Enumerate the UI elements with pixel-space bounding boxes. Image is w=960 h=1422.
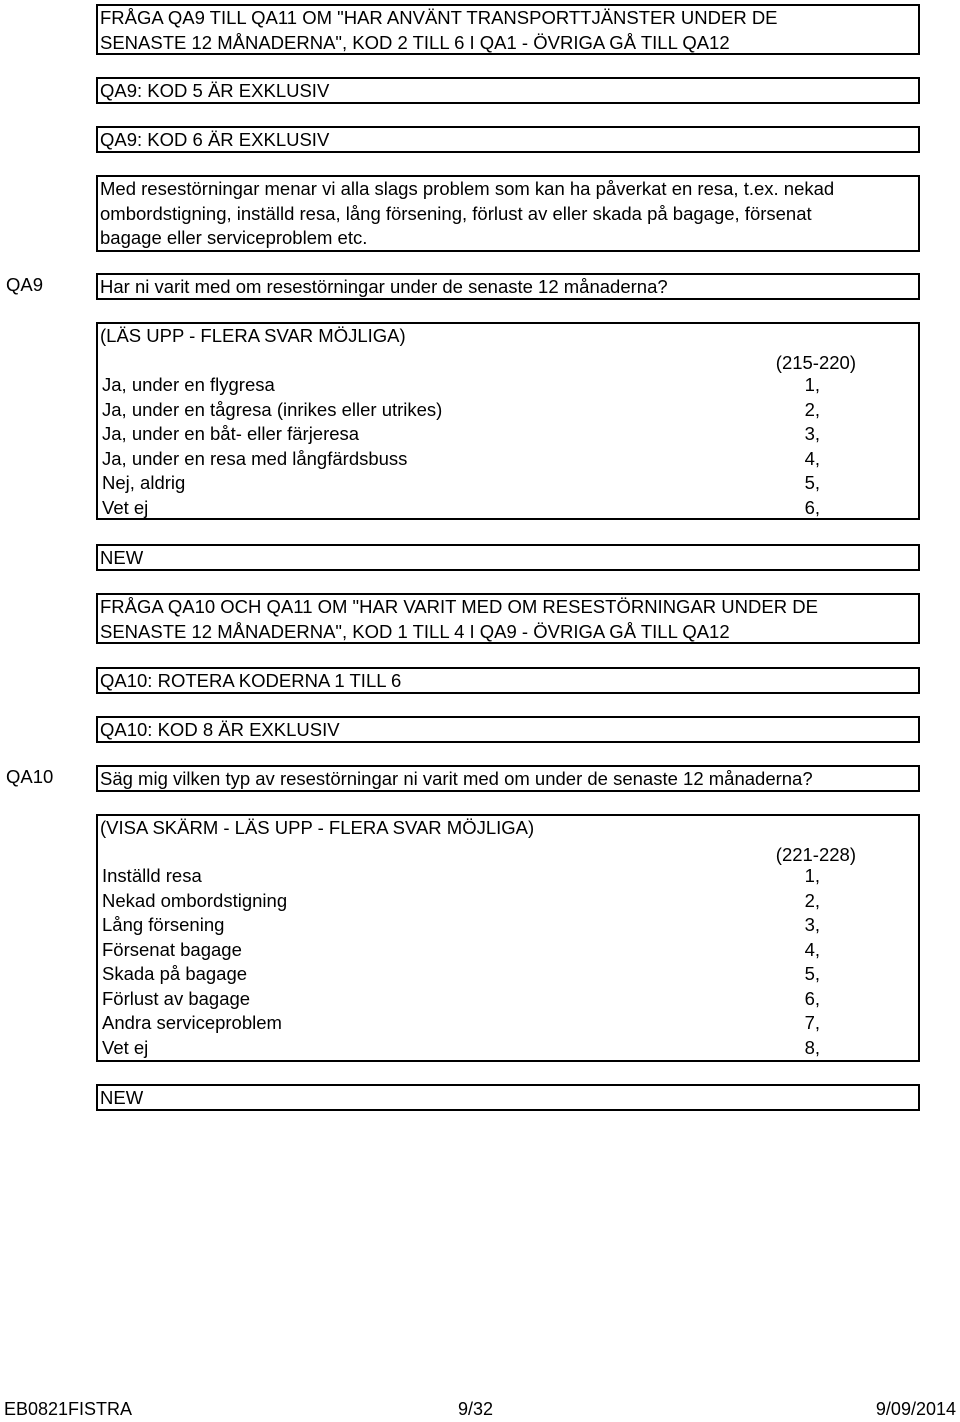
answer-code: 2,	[804, 398, 820, 420]
answer-text: Nej, aldrig	[102, 472, 186, 493]
answer-code: 6,	[804, 496, 820, 518]
answer-option	[102, 398, 820, 423]
answer-code: 5,	[804, 472, 820, 493]
answer-text: Nekad ombordstigning	[102, 889, 288, 911]
definition-box	[96, 175, 920, 252]
answer-option	[102, 889, 820, 914]
exclusive-note-code8	[96, 716, 920, 743]
answer-option	[102, 447, 820, 472]
answer-code: 3,	[804, 423, 820, 444]
answer-code: 7,	[804, 1012, 820, 1033]
answer-option	[102, 496, 820, 521]
column-range-qa9: (215-220)	[775, 352, 856, 373]
answer-option	[102, 1011, 820, 1036]
answer-code: 6,	[804, 987, 820, 1009]
answer-code: 1,	[804, 374, 820, 395]
answer-code: 8,	[804, 1036, 820, 1058]
answer-option	[102, 864, 820, 889]
answer-option	[102, 962, 820, 987]
answer-text: Försenat bagage	[102, 938, 242, 960]
routing-line: FRÅGA QA9 TILL QA11 OM "HAR ANVÄNT TRANSPORTTJÄNSTER UNDER DE	[100, 7, 778, 28]
answer-option	[102, 373, 820, 398]
new-marker-qa9	[96, 544, 920, 571]
answer-code: 5,	[804, 963, 820, 984]
note-text: QA9: KOD 6 ÄR EXKLUSIV	[100, 129, 330, 150]
answer-code: 2,	[804, 889, 820, 911]
document-id: EB0821FISTRA	[4, 1399, 133, 1419]
new-marker-qa10	[96, 1084, 920, 1111]
answer-text: Lång försening	[102, 914, 225, 935]
question-text-qa9	[96, 273, 920, 300]
exclusive-note-code6	[96, 126, 920, 153]
note-text: QA9: KOD 5 ÄR EXKLUSIV	[100, 80, 330, 101]
definition-line: ombordstigning, inställd resa, lång försening, förlust av eller skada på bagage, försenat	[100, 202, 812, 224]
answer-code: 1,	[804, 865, 820, 886]
question-text: Har ni varit med om resestörningar under de senaste 12 månaderna?	[100, 276, 668, 297]
instruction-qa10: (VISA SKÄRM - LÄS UPP - FLERA SVAR MÖJLIGA)	[100, 817, 535, 838]
new-label: NEW	[100, 547, 144, 568]
definition-line: bagage eller serviceproblem etc.	[100, 227, 368, 248]
answer-code: 4,	[804, 447, 820, 469]
answer-list-qa10	[102, 864, 820, 1060]
answer-text: Ja, under en resa med långfärdsbuss	[102, 447, 408, 469]
answer-code: 4,	[804, 938, 820, 960]
answer-text: Andra serviceproblem	[102, 1012, 282, 1033]
document-date: 9/09/2014	[875, 1399, 956, 1419]
note-text: QA10: ROTERA KODERNA 1 TILL 6	[100, 670, 402, 691]
answer-code: 3,	[804, 914, 820, 935]
routing-line: FRÅGA QA10 OCH QA11 OM "HAR VARIT MED OM RESESTÖRNINGAR UNDER DE	[100, 596, 818, 617]
answer-option	[102, 938, 820, 963]
routing-instruction-qa9	[96, 4, 920, 55]
routing-instruction-qa10	[96, 593, 920, 644]
question-text-qa10	[96, 765, 920, 792]
question-text: Säg mig vilken typ av resestörningar ni varit med om under de senaste 12 månaderna?	[100, 768, 813, 789]
routing-line: SENASTE 12 MÅNADERNA", KOD 1 TILL 4 I QA9 - ÖVRIGA GÅ TILL QA12	[100, 620, 730, 642]
question-label-qa10: QA10	[6, 766, 54, 787]
answer-text: Ja, under en båt- eller färjeresa	[102, 423, 360, 444]
exclusive-note-code5	[96, 77, 920, 104]
answer-text: Ja, under en tågresa (inrikes eller utrikes)	[102, 398, 443, 420]
column-range-qa10: (221-228)	[775, 844, 856, 865]
answer-text: Skada på bagage	[102, 963, 248, 984]
question-label-qa9: QA9	[6, 274, 44, 295]
answer-option	[102, 471, 820, 496]
note-text: QA10: KOD 8 ÄR EXKLUSIV	[100, 719, 340, 740]
answer-text: Vet ej	[102, 1036, 149, 1058]
routing-line: SENASTE 12 MÅNADERNA", KOD 2 TILL 6 I QA1 - ÖVRIGA GÅ TILL QA12	[100, 31, 730, 53]
answer-option	[102, 987, 820, 1012]
answer-option	[102, 422, 820, 447]
new-label: NEW	[100, 1087, 144, 1108]
answer-text: Inställd resa	[102, 865, 202, 886]
answer-option	[102, 913, 820, 938]
answer-text: Ja, under en flygresa	[102, 374, 275, 395]
instruction-qa9: (LÄS UPP - FLERA SVAR MÖJLIGA)	[100, 325, 406, 346]
page-number: 9/32	[458, 1399, 494, 1419]
rotate-note-qa10	[96, 667, 920, 694]
answer-option	[102, 1036, 820, 1061]
answer-text: Vet ej	[102, 496, 149, 518]
answer-list-qa9	[102, 373, 820, 520]
definition-line: Med resestörningar menar vi alla slags problem som kan ha påverkat en resa, t.ex. nekad	[100, 178, 835, 199]
answer-text: Förlust av bagage	[102, 987, 251, 1009]
